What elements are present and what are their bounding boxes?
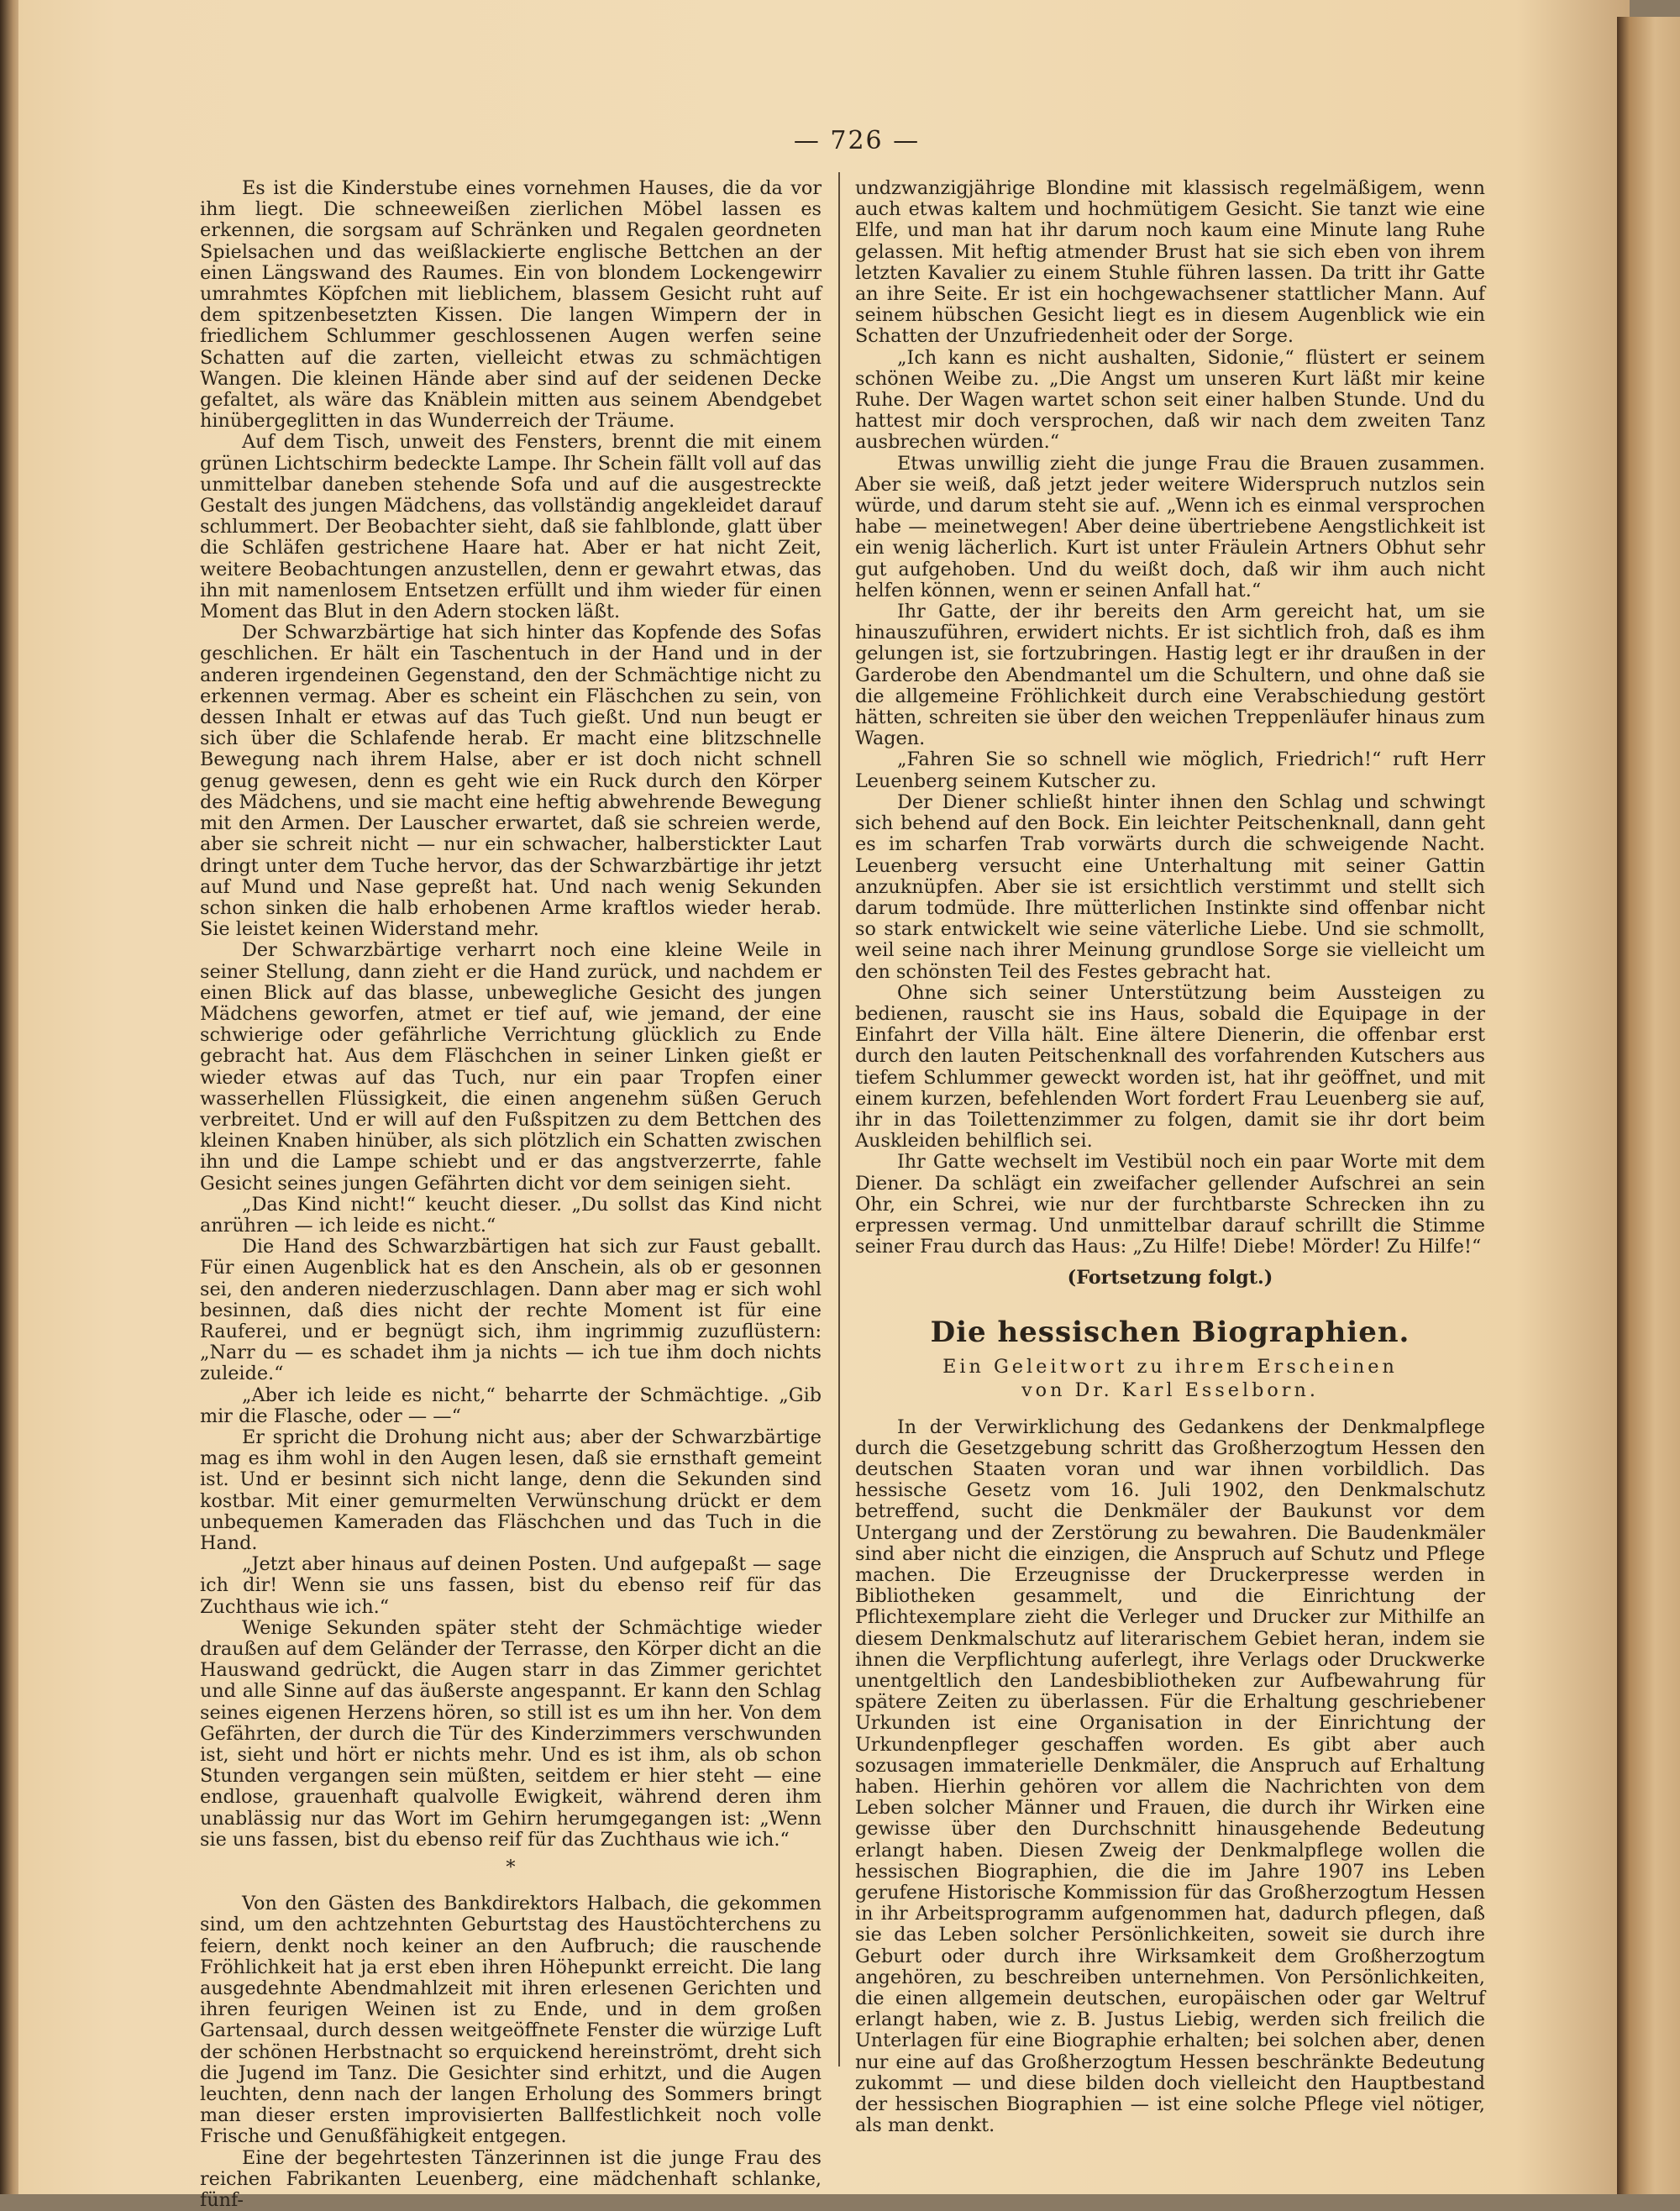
article-subtitle: Ein Geleitwort zu ihrem Erscheinen xyxy=(942,1355,1398,1378)
paragraph: Die Hand des Schwarzbärtigen hat sich zur Faust geballt. Für einen Augenblick hat es den Anschein, als ob er gesonnen sei, den anderen niederzuschlagen. Dann aber mag er sich wohl besinnen, daß dies nicht der rechte Moment ist für eine Rauferei, und er begnügt sich, ihm ingrimmig zuzuflüstern: „Narr du — es schadet ihm ja nichts — ich tue ihm doch nichts zuleide.“ xyxy=(200,1236,822,1385)
paragraph: Der Schwarzbärtige hat sich hinter das Kopfende des Sofas geschlichen. Er hält ein Taschentuch in der Hand und in der anderen irgendeinen Gegenstand, den der Schmächtige nicht zu erkennen vermag. Aber es scheint ein Fläschchen zu sein, von dessen Inhalt er etwas auf das Tuch gießt. Und nun beugt er sich über die Schlafende herab. Er macht eine blitzschnelle Bewegung nach ihrem Halse, aber er ist doch nicht schnell genug gewesen, denn es geht wie ein Ruck durch den Körper des Mädchens, und sie macht eine heftig abwehrende Bewegung mit den Armen. Der Lauscher erwartet, daß sie schreien werde, aber sie schreit nicht — nur ein schwacher, halberstickter Laut dringt unter dem Tuche hervor, das der Schwarzbärtige ihr jetzt auf Mund und Nase gepreßt hat. Und nach wenig Sekunden schon sinken die halb erhobenen Arme kraftlos wieder herab. Sie leistet keinen Widerstand mehr. xyxy=(200,622,822,941)
paragraph: Auf dem Tisch, unweit des Fensters, brennt die mit einem grünen Lichtschirm bedeckte Lampe. Ihr Schein fällt voll auf das unmittelbar daneben stehende Sofa und auf die ausgestreckte Gestalt des jungen Mädchens, das vollständig angekleidet darauf schlummert. Der Beobachter sieht, daß sie fahlblonde, glatt über die Schläfen gestrichene Haare hat. Aber er hat nicht Zeit, weitere Beobachtungen anzustellen, denn er gewahrt etwas, das ihn mit namenlosem Entsetzen erfüllt und ihm wieder für einen Moment das Blut in den Adern stocken läßt. xyxy=(200,431,822,623)
left-column xyxy=(200,178,822,2211)
paragraph: undzwanzigjährige Blondine mit klassisch regelmäßigem, wenn auch etwas kaltem und hochmütigem Gesicht. Sie tanzt wie eine Elfe, und man hat ihr darum noch kaum eine Minute lang Ruhe gelassen. Mit heftig atmender Brust hat sie sich eben von ihrem letzten Kavalier zu einem Stuhle führen lassen. Da tritt ihr Gatte an ihre Seite. Er ist ein hochgewachsener stattlicher Mann. Auf seinem hübschen Gesicht liegt es in diesem Augenblick wie ein Schatten der Unzufriedenheit oder der Sorge. xyxy=(855,177,1485,348)
article-author: von Dr. Karl Esselborn. xyxy=(1021,1379,1319,1401)
paragraph: Von den Gästen des Bankdirektors Halbach, die gekommen sind, um den achtzehnten Geburtstag des Haustöchterchens zu feiern, denkt noch keiner an den Aufbruch; die rauschende Fröhlichkeit hat ja erst eben ihren Höhepunkt erreicht. Die lang ausgedehnte Abendmahlzeit mit ihren erlesenen Gerichten und ihren feurigen Weinen ist zu Ende, und in dem großen Gartensaal, durch dessen weitgeöffnete Fenster die würzige Luft der schönen Herbstnacht so erquickend hereinströmt, dreht sich die Jugend im Tanz. Die Gesichter sind erhitzt, und die Augen leuchten, denn nach der langen Erholung des Sommers bringt man dieser ersten improvisierten Ballfestlichkeit noch volle Frische und Genußfähigkeit entgegen. xyxy=(200,1893,822,2148)
paragraph: „Aber ich leide es nicht,“ beharrte der Schmächtige. „Gib mir die Flasche, oder — —“ xyxy=(200,1384,822,1427)
paragraph: Etwas unwillig zieht die junge Frau die Brauen zusammen. Aber sie weiß, daß jetzt jeder weitere Widerspruch nutzlos sein würde, und darum steht sie auf. „Wenn ich es einmal versprochen habe — meinetwegen! Aber deine übertriebene Aengstlichkeit ist ein wenig lächerlich. Kurt ist unter Fräulein Artners Obhut sehr gut aufgehoben. Und du weißt doch, daß wir ihm auch nicht helfen können, wenn er seinen Anfall hat.“ xyxy=(855,452,1485,601)
paragraph: „Das Kind nicht!“ keucht dieser. „Du sollst das Kind nicht anrühren — ich leide es nicht.“ xyxy=(200,1193,822,1237)
continuation-note: (Fortsetzung folgt.) xyxy=(1067,1267,1273,1289)
paragraph: Ihr Gatte wechselt im Vestibül noch ein paar Worte mit dem Diener. Da schlägt ein zweifacher gellender Aufschrei an sein Ohr, ein Schrei, wie nur der furchtbarste Schrecken ihn zu erpressen vermag. Und unmittelbar darauf schrillt die Stimme seiner Frau durch das Haus: „Zu Hilfe! Diebe! Mörder! Zu Hilfe!“ xyxy=(855,1151,1485,1258)
paragraph: Der Diener schließt hinter ihnen den Schlag und schwingt sich behend auf den Bock. Ein leichter Peitschenknall, dann geht es im scharfen Trab vorwärts durch die schweigende Nacht. Leuenberg versucht eine Unterhaltung mit seiner Gattin anzuknüpfen. Aber sie ist ersichtlich verstimmt und stellt sich darum todmüde. Ihre mütterlichen Instinkte sind offenbar nicht so stark entwickelt wie seine väterliche Liebe. Und sie schmollt, weil seine nach ihrer Meinung grundlose Sorge sie vielleicht um den schönsten Teil des Festes gebracht hat. xyxy=(855,790,1485,983)
right-column xyxy=(855,178,1485,2136)
column-divider xyxy=(838,172,840,2067)
next-page-edge xyxy=(1617,17,1680,2194)
section-separator: * xyxy=(506,1857,516,1879)
paragraph: „Fahren Sie so schnell wie möglich, Friedrich!“ ruft Herr Leuenberg seinem Kutscher zu. xyxy=(855,748,1485,792)
paragraph: „Ich kann es nicht aushalten, Sidonie,“ flüstert er seinem schönen Weibe zu. „Die Angst um unseren Kurt läßt mir keine Ruhe. Der Wagen wartet schon seit einer halben Stunde. Und du hattest mir doch versprochen, daß wir nach dem zweiten Tanz ausbrechen würden.“ xyxy=(855,346,1485,454)
page-number: — 726 — xyxy=(793,126,921,155)
paragraph: Er spricht die Drohung nicht aus; aber der Schwarzbärtige mag es ihm wohl in den Augen lesen, daß sie ernsthaft gemeint ist. Und er besinnt sich nicht lange, denn die Sekunden sind kostbar. Mit einer gemurmelten Verwünschung drückt er dem unbequemen Kameraden das Fläschchen und das Tuch in die Hand. xyxy=(200,1426,822,1554)
article-body: In der Verwirklichung des Gedankens der Denkmalpflege durch die Gesetzgebung schritt das Großherzogtum Hessen den deutschen Staaten voran und war ihnen vorbildlich. Das hessische Gesetz vom 16. Juli 1902, den Denkmalschutz betreffend, sucht die Denkmäler der Baukunst vor dem Untergang und der Zerstörung zu bewahren. Die Baudenkmäler sind aber nicht die einzigen, die Anspruch auf Schutz und Pflege machen. Die Erzeugnisse der Druckerpresse werden in Bibliotheken gesammelt, und die Einrichtung der Pflichtexemplare zieht die Verleger und Drucker zur Mithilfe an diesem Denkmalschutz auf literarischem Gebiet heran, indem sie ihnen die Verpflichtung auferlegt, ihre Verlags oder Druckwerke unentgeltlich den Landesbibliotheken zur Aufbewahrung für spätere Zeiten zu überlassen. Für die Erhaltung geschriebener Urkunden ist eine Organisation in der Einrichtung der Urkundenpfleger geschaffen worden. Es gibt aber auch sozusagen immaterielle Denkmäler, die Anspruch auf Erhaltung haben. Hierhin gehören vor allem die Nachrichten von dem Leben solcher Männer und Frauen, die durch ihr Wirken eine gewisse über den Durchschnitt hinausgehende Bedeutung erlangt haben. Diesen Zweig der Denkmalpflege wollen die hessischen Biographien, die die im Jahre 1907 ins Leben gerufene Historische Kommission für das Großherzogtum Hessen in ihr Arbeitsprogramm aufgenommen hat, dadurch pflegen, daß sie das Leben solcher Persönlichkeiten, soweit sie durch ihre Geburt oder durch ihre Wirksamkeit dem Großherzogtum angehören, zu beschreiben unternehmen. Von Persönlichkeiten, die einen allgemein deutschen, europäischen oder gar Weltruf erlangt haben, wie z. B. Justus Liebig, werden sich freilich die Unterlagen für eine Biographie erhalten; bei solchen aber, denen nur eine auf das Großherzogtum Hessen beschränkte Bedeutung zukommt — und diese bilden doch vielleicht den Hauptbestand der hessischen Biographien — ist eine solche Pflege viel nötiger, als man denkt. xyxy=(855,1415,1485,2137)
paragraph: Es ist die Kinderstube eines vornehmen Hauses, die da vor ihm liegt. Die schneeweißen zierlichen Möbel lassen es erkennen, die sorgsam auf Schränken und Regalen geordneten Spielsachen und das weißlackierte englische Bettchen an der einen Längswand des Raumes. Ein von blondem Lockengewirr umrahmtes Köpfchen mit lieblichem, blassem Gesicht ruht auf dem spitzenbesetzten Kissen. Die langen Wimpern der in friedlichem Schlummer geschlossenen Augen werfen seine Schatten auf die zarten, vielleicht etwas zu schmächtigen Wangen. Die kleinen Hände aber sind auf der seidenen Decke gefaltet, als wäre das Knäblein mitten aus seinem Abendgebet hinübergeglitten in das Wunderreich der Träume. xyxy=(200,177,822,433)
paragraph: Ihr Gatte, der ihr bereits den Arm gereicht hat, um sie hinauszuführen, erwidert nichts. Er ist sichtlich froh, daß es ihm gelungen ist, sie fortzubringen. Hastig legt er ihr draußen in der Garderobe den Abendmantel um die Schultern, und ohne daß sie die allgemeine Fröhlichkeit durch eine Verabschiedung gestört hätten, schreiten sie über den weichen Treppenläufer hinaus zum Wagen. xyxy=(855,601,1485,750)
paragraph: Der Schwarzbärtige verharrt noch eine kleine Weile in seiner Stellung, dann zieht er die Hand zurück, und nachdem er einen Blick auf das blasse, unbewegliche Gesicht des jungen Mädchens geworfen, atmet er tief auf, wie jemand, der eine schwierige oder gefährliche Verrichtung glücklich zu Ende gebracht hat. Aus dem Fläschchen in seiner Linken gießt er wieder etwas auf das Tuch, nur ein paar Tropfen einer wasserhellen Flüssigkeit, die einen angenehm süßen Geruch verbreitet. Und er will auf den Fußspitzen zu dem Bettchen des kleinen Knaben hinüber, als sich plötzlich ein Schatten zwischen ihn und die Lampe schiebt und er das angstverzerrte, fahle Gesicht seines jungen Gefährten dicht vor dem seinigen sieht. xyxy=(200,939,822,1195)
article-title: Die hessischen Biographien. xyxy=(930,1315,1410,1349)
paragraph: Wenige Sekunden später steht der Schmächtige wieder draußen auf dem Geländer der Terrasse, den Körper dicht an die Hauswand gedrückt, die Augen starr in das Zimmer gerichtet und alle Sinne auf das äußerste angespannt. Er kann den Schlag seines eigenen Herzens hören, so still ist es um ihn her. Von dem Gefährten, der durch die Tür des Kinderzimmers verschwunden ist, sieht und hört er nichts mehr. Und es ist ihm, als ob schon Stunden vergangen sein müßten, seitdem er hier steht — eine endlose, grauenhaft qualvolle Ewigkeit, während deren ihm unablässig nur das Wort im Gehirn herumgegangen ist: „Wenn sie uns fassen, bist du ebenso reif für das Zuchthaus wie ich.“ xyxy=(200,1616,822,1851)
paragraph: „Jetzt aber hinaus auf deinen Posten. Und aufgepaßt — sage ich dir! Wenn sie uns fassen, bist du ebenso reif für das Zuchthaus wie ich.“ xyxy=(200,1553,822,1618)
paragraph: Ohne sich seiner Unterstützung beim Aussteigen zu bedienen, rauscht sie ins Haus, sobald die Equipage in der Einfahrt der Villa hält. Eine ältere Dienerin, die offenbar erst durch den lauten Peitschenknall des vorfahrenden Kutschers aus tiefem Schlummer geweckt worden ist, hat ihr geöffnet, und mit einem kurzen, befehlenden Wort fordert Frau Leuenberg sie auf, ihr in das Toilettenzimmer zu folgen, damit sie ihr dort beim Auskleiden behilflich sei. xyxy=(855,981,1485,1153)
paragraph: Eine der begehrtesten Tänzerinnen ist die junge Frau des reichen Fabrikanten Leuenberg, eine mädchenhaft schlanke, fünf- xyxy=(200,2146,822,2211)
